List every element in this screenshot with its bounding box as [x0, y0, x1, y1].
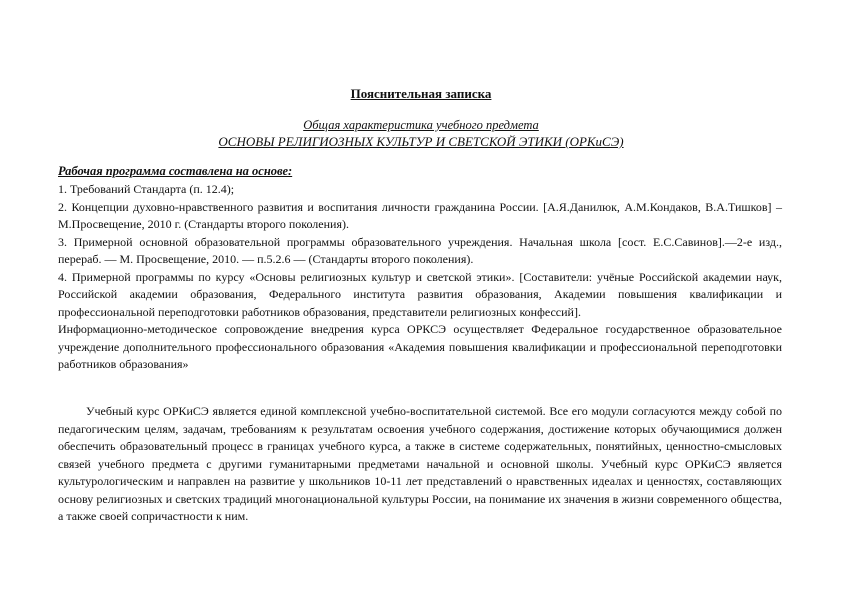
subject-characteristic-heading: Общая характеристика учебного предмета	[303, 118, 539, 132]
basis-list	[58, 181, 782, 374]
basis-item-4: 4. Примерной программы по курсу «Основы религиозных культур и светской этики». [Составители: учёные Российской академии наук, Российской академии образования, Федерального института развития образования, Академии повышения квалификации и профессиональной переподготовки работников образования, представители религиозных конфессий].	[58, 269, 782, 319]
support-paragraph: Информационно-методическое сопровождение внедрения курса ОРКСЭ осуществляет Федеральное государственное образовательное учреждение дополнительного профессионального образования «Академия повышения квалификации и профессиональной переподготовки работников образования»	[58, 322, 782, 371]
basis-item-1: 1. Требований Стандарта (п. 12.4);	[58, 182, 235, 196]
page-title: Пояснительная записка	[350, 86, 492, 101]
basis-heading: Рабочая программа составлена на основе:	[58, 164, 293, 178]
basis-item-2: 2. Концепции духовно-нравственного развития и воспитания личности гражданина России. [А.Я.Данилюк, А.М.Кондаков, В.А.Тишков] – М.Просвещение, 2010 г. (Стандарты второго поколения).	[58, 199, 782, 231]
subject-name: ОСНОВЫ РЕЛИГИОЗНЫХ КУЛЬТУР И СВЕТСКОЙ ЭТИКИ (ОРКиСЭ)	[218, 134, 624, 149]
course-description-paragraph: Учебный курс ОРКиСЭ является единой комплексной учебно-воспитательной системой. Все его модули согласуются между собой по педагогическим целям, задачам, требованиям к результатам освоения учебного содержания, достижение которых обучающимися должен обеспечить образовательный процесс в границах учебного курса, а также в системе содержательных, понятийных, ценностно-смысловых связей учебного предмета с другими гуманитарными предметами начальной и основной школы. Учебный курс ОРКиСЭ является культурологическим и направлен на развитие у школьников 10-11 лет представлений о нравственных идеалах и ценностях, составляющих основу религиозных и светских традиций многонациональной культуры России, на понимание их значения в жизни современного общества, а также своей сопричастности к ним.	[58, 404, 782, 523]
basis-item-3: 3. Примерной основной образовательной программы образовательного учреждения. Начальная школа [сост. Е.С.Савинов].—2-е изд., перераб. — М. Просвещение, 2010. — п.5.2.6 — (Стандарты второго поколения).	[58, 234, 782, 266]
